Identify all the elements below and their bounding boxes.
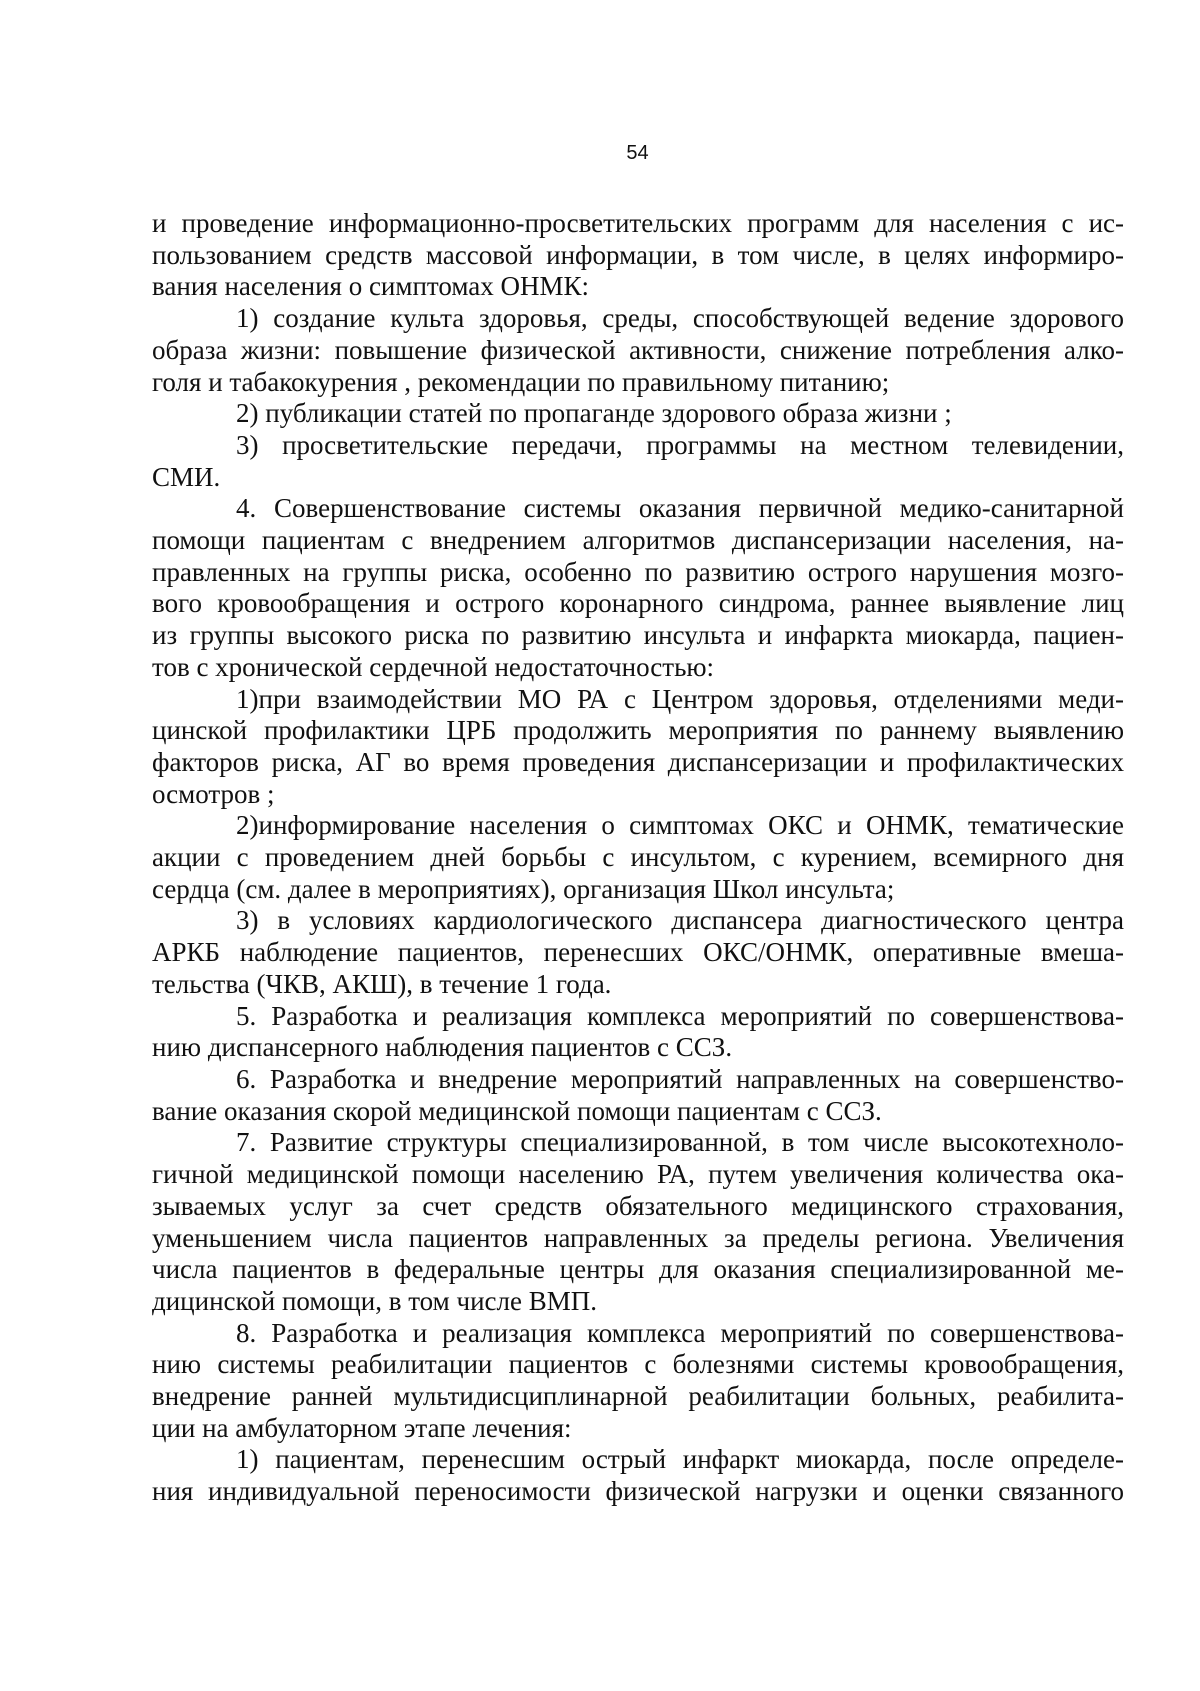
text-line: из группы высокого риска по развитию инсульта и инфаркта миокарда, пациен- xyxy=(152,620,1124,651)
text-line: числа пациентов в федеральные центры для оказания специализированной ме- xyxy=(152,1254,1124,1285)
text-line: АРКБ наблюдение пациентов, перенесших ОКС/ОНМК, оперативные вмеша- xyxy=(152,937,1124,968)
page-number: 54 xyxy=(626,142,649,164)
text-line: зываемых услуг за счет средств обязательного медицинского страхования, xyxy=(152,1190,1124,1221)
text-line: 7. Развитие структуры специализированной, в том числе высокотехноло- xyxy=(236,1127,1124,1158)
paragraph xyxy=(152,1318,1124,1445)
text-line: помощи пациентам с внедрением алгоритмов диспансеризации населения, на- xyxy=(152,525,1124,556)
text-line: 3) в условиях кардиологического диспансера диагностического центра xyxy=(236,905,1124,936)
text-line: гичной медицинской помощи населению РА, путем увеличения количества ока- xyxy=(152,1159,1124,1190)
text-line: 1) создание культа здоровья, среды, способствующей ведение здорового xyxy=(236,303,1124,334)
text-line: правленных на группы риска, особенно по развитию острого нарушения мозго- xyxy=(152,556,1124,587)
paragraph xyxy=(152,430,1124,493)
text-line: пользованием средств массовой информации, в том числе, в целях информиро- xyxy=(152,239,1124,270)
text-line: 2)информирование населения о симптомах ОКС и ОНМК, тематические xyxy=(236,810,1124,841)
paragraph xyxy=(152,684,1124,811)
text-line: 6. Разработка и внедрение мероприятий направленных на совершенство- xyxy=(236,1063,1124,1094)
paragraph xyxy=(152,208,1124,303)
text-line: 2) публикации статей по пропаганде здорового образа жизни ; xyxy=(236,398,952,429)
text-line: 4. Совершенствование системы оказания первичной медико-санитарной xyxy=(236,493,1124,524)
text-line: 3) просветительские передачи, программы на местном телевидении, xyxy=(236,429,1124,460)
paragraph xyxy=(152,303,1124,398)
text-line: осмотров ; xyxy=(152,778,275,809)
text-line: внедрение ранней мультидисциплинарной реабилитации больных, реабилита- xyxy=(152,1381,1124,1412)
paragraph xyxy=(152,905,1124,1000)
text-line: образа жизни: повышение физической активности, снижение потребления алко- xyxy=(152,334,1124,365)
text-line: 8. Разработка и реализация комплекса мероприятий по совершенствова- xyxy=(236,1317,1124,1348)
text-line: 1) пациентам, перенесшим острый инфаркт миокарда, после определе- xyxy=(236,1444,1124,1475)
text-line: вого кровообращения и острого коронарного синдрома, раннее выявление лиц xyxy=(152,588,1124,619)
text-line: акции с проведением дней борьбы с инсультом, с курением, всемирного дня xyxy=(152,842,1124,873)
text-line: тов с хронической сердечной недостаточностью: xyxy=(152,651,715,682)
paragraph xyxy=(152,493,1124,683)
paragraph xyxy=(152,1444,1124,1507)
text-line: нию системы реабилитации пациентов с болезнями системы кровообращения, xyxy=(152,1349,1124,1380)
text-line: вание оказания скорой медицинской помощи пациентам с ССЗ. xyxy=(152,1095,882,1126)
text-line: тельства (ЧКВ, АКШ), в течение 1 года. xyxy=(152,968,612,999)
text-line: факторов риска, АГ во время проведения диспансеризации и профилактических xyxy=(152,746,1124,777)
text-line: ния индивидуальной переносимости физической нагрузки и оценки связанного xyxy=(152,1476,1124,1507)
document-body xyxy=(152,208,1124,1508)
text-line: дицинской помощи, в том числе ВМП. xyxy=(152,1285,597,1316)
paragraph xyxy=(152,1127,1124,1317)
text-line: 5. Разработка и реализация комплекса мероприятий по совершенствова- xyxy=(236,1000,1124,1031)
paragraph xyxy=(152,1064,1124,1127)
paragraph xyxy=(152,810,1124,905)
paragraph xyxy=(152,1001,1124,1064)
paragraph xyxy=(152,398,1124,430)
text-line: нию диспансерного наблюдения пациентов с ССЗ. xyxy=(152,1032,733,1063)
text-line: СМИ. xyxy=(152,461,221,492)
text-line: сердца (см. далее в мероприятиях), организация Школ инсульта; xyxy=(152,873,895,904)
text-line: 1)при взаимодействии МО РА с Центром здоровья, отделениями меди- xyxy=(236,683,1124,714)
text-line: голя и табакокурения , рекомендации по правильному питанию; xyxy=(152,366,890,397)
text-line: уменьшением числа пациентов направленных за пределы региона. Увеличения xyxy=(152,1222,1124,1253)
text-line: ции на амбулаторном этапе лечения: xyxy=(152,1412,572,1443)
text-line: и проведение информационно-просветительских программ для населения с ис- xyxy=(152,208,1124,238)
text-line: цинской профилактики ЦРБ продолжить мероприятия по раннему выявлению xyxy=(152,715,1124,746)
text-line: вания населения о симптомах ОНМК: xyxy=(152,271,589,302)
